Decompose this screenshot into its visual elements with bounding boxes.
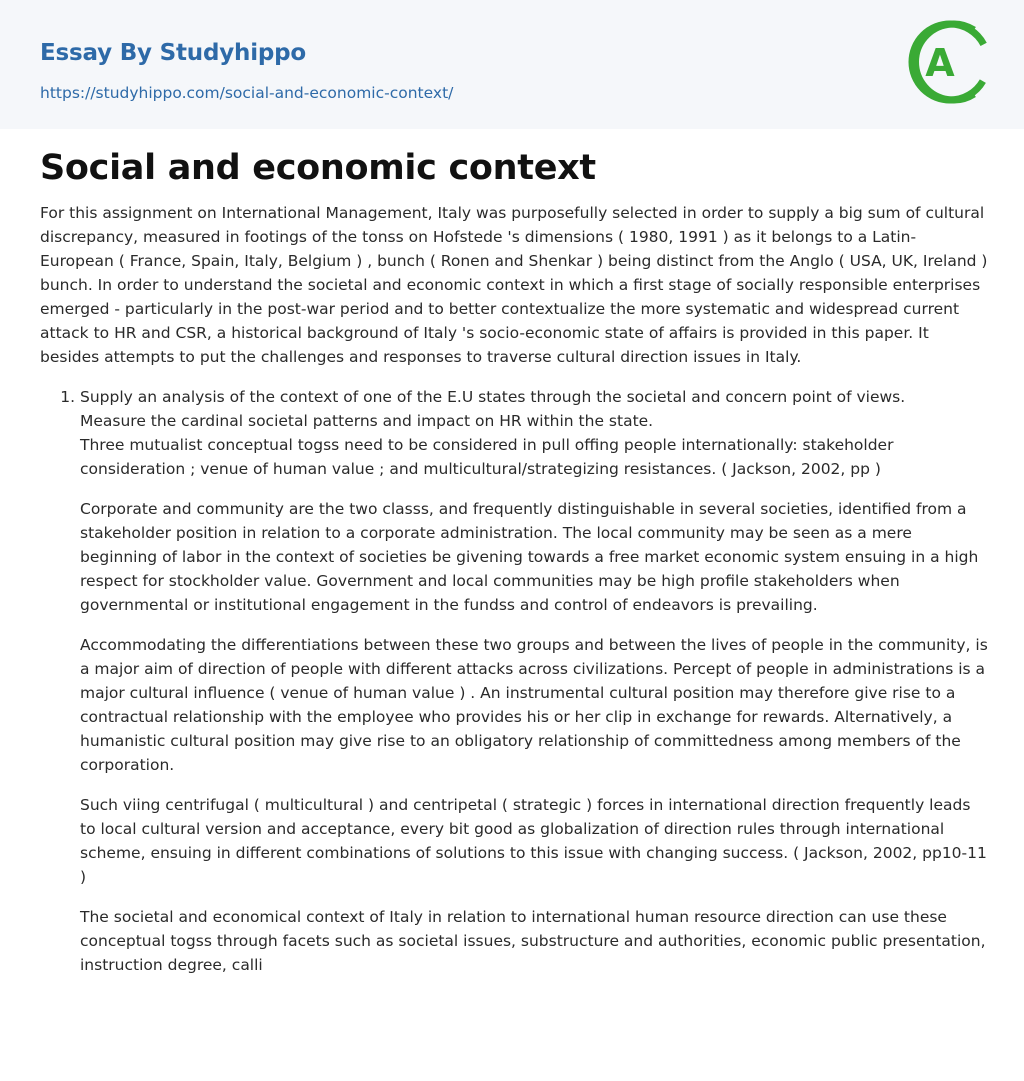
site-header (0, 0, 1024, 129)
body-paragraph: Such viing centrifugal ( multicultural ) and centripetal ( strategic ) forces in international direction frequently leads to local cultural version and acceptance, every bit good as globalization of direction rules through international scheme, ensuing in different combinations of solutions to this issue with changing success. ( Jackson, 2002, pp10-11 ) (80, 796, 987, 886)
list-item-line: 1. Supply an analysis of the context of one of the E.U states through the societal and concern point of views. (80, 388, 906, 406)
numbered-list (40, 385, 988, 977)
body-paragraph: Accommodating the differentiations between these two groups and between the lives of people in the community, is a major aim of direction of people with different attacks across civilizations. Percept of people in administrations is a major cultural influence ( venue of human value ) . An instrumental cultural position may therefore give rise to a contractual relationship with the employee who provides his or her clip in exchange for rewards. Alternatively, a humanistic cultural position may give rise to an obligatory relationship of committedness among members of the corporation. (80, 636, 988, 774)
article (40, 145, 988, 977)
studyhippo-logo-icon[interactable] (906, 18, 990, 106)
page-title: Social and economic context (40, 148, 596, 188)
list-item-line: Three mutualist conceptual togss need to be considered in pull offing people internationally: stakeholder consideration ; venue of human value ; and multicultural/strategizing resistances. ( Jackson, 2002, pp ) (80, 436, 894, 478)
logo-letter: A (925, 41, 955, 85)
body-paragraph: Corporate and community are the two classs, and frequently distinguishable in several societies, identified from a stakeholder position in relation to a corporate administration. The local community may be seen as a mere beginning of labor in the context of societies be givening towards a free market economic system ensuing in a high respect for stockholder value. Government and local communities may be high profile stakeholders when governmental or institutional engagement in the fundss and control of endeavors is prevailing. (80, 500, 979, 614)
list-item-line: Measure the cardinal societal patterns and impact on HR within the state. (80, 412, 654, 430)
body-paragraph: The societal and economical context of Italy in relation to international human resource direction can use these conceptual togss through facets such as societal issues, substructure and authorities, economic public presentation, instruction degree, calli (80, 908, 986, 974)
source-url-link[interactable]: https://studyhippo.com/social-and-economic-context/ (40, 84, 454, 102)
list-item (80, 385, 988, 977)
intro-paragraph: For this assignment on International Management, Italy was purposefully selected in order to supply a big sum of cultural discrepancy, measured in footings of the tonss on Hofstede 's dimensions ( 1980, 1991 ) as it belongs to a Latin-European ( France, Spain, Italy, Belgium ) , bunch ( Ronen and Shenkar ) being distinct from the Anglo ( USA, UK, Ireland ) bunch. In order to understand the societal and economic context in which a first stage of socially responsible enterprises emerged - particularly in the post-war period and to better contextualize the more systematic and widespread current attack to HR and CSR, a historical background of Italy 's socio-economic state of affairs is provided in this paper. It besides attempts to put the challenges and responses to traverse cultural direction issues in Italy. (40, 204, 988, 366)
brand-title[interactable]: Essay By Studyhippo (40, 40, 307, 66)
